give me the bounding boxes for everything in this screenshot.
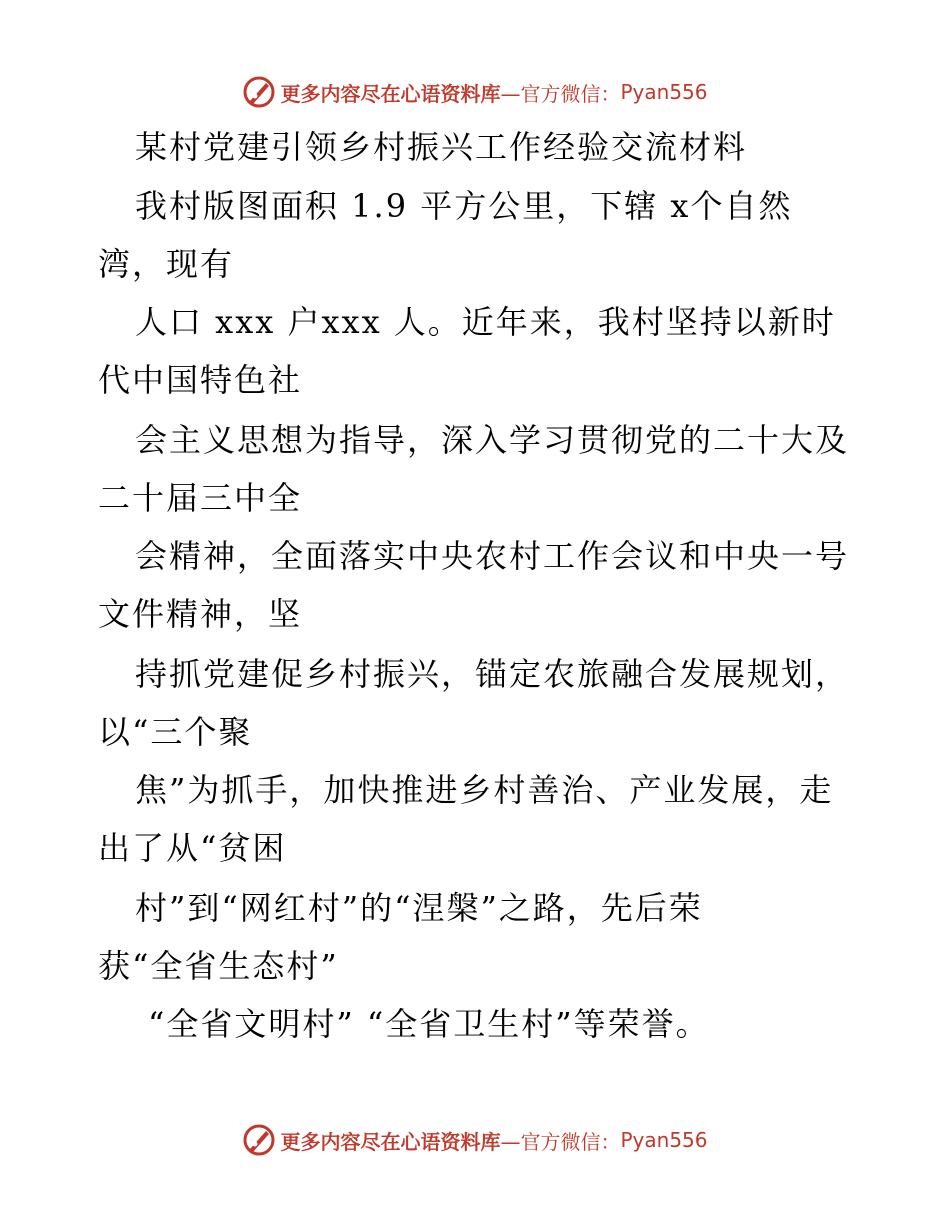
paragraph-line: 持抓党建促乡村振兴，锚定农旅融合发展规划， <box>135 655 850 693</box>
paragraph-line: 获“全省生态村” <box>98 947 339 985</box>
watermark-banner-top <box>0 72 950 112</box>
paragraph-line: 我村版图面积 1.9 平方公里，下辖 x个自然 <box>135 187 793 225</box>
paragraph-line: 人口 xxx 户xxx 人。近年来，我村坚持以新时 <box>135 303 836 341</box>
watermark-text: 更多内容尽在心语资料库 <box>280 81 501 106</box>
paragraph-line: 代中国特色社 <box>98 361 303 399</box>
paragraph-line: 会精神，全面落实中央农村工作会议和中央一号 <box>135 537 850 575</box>
paragraph-line: 出了从“贫困 <box>98 829 287 867</box>
watermark-banner-bottom <box>0 1120 950 1160</box>
watermark-text: 更多内容尽在心语资料库 <box>280 1129 501 1154</box>
watermark-separator: —官方微信： <box>500 1129 621 1154</box>
paragraph-line: 二十届三中全 <box>98 479 303 517</box>
pen-logo-icon <box>242 1123 276 1157</box>
watermark-separator: —官方微信： <box>500 81 621 106</box>
paragraph-line: 焦”为抓手，加快推进乡村善治、产业发展，走 <box>135 771 834 809</box>
document-title: 某村党建引领乡村振兴工作经验交流材料 <box>135 128 748 166</box>
watermark-wechat-id: Pyan556 <box>620 80 708 104</box>
watermark-wechat-id: Pyan556 <box>620 1128 708 1152</box>
paragraph-line: 湾，现有 <box>98 245 235 283</box>
paragraph-line: 会主义思想为指导，深入学习贯彻党的二十大及 <box>135 421 850 459</box>
paragraph-line: 村”到“网红村”的“涅槃”之路，先后荣 <box>135 889 703 927</box>
paragraph-line: “全省文明村” “全省卫生村”等荣誉。 <box>148 1005 710 1043</box>
paragraph-line: 文件精神，坚 <box>98 595 303 633</box>
paragraph-line: 以“三个聚 <box>98 713 253 751</box>
pen-logo-icon <box>242 75 276 109</box>
